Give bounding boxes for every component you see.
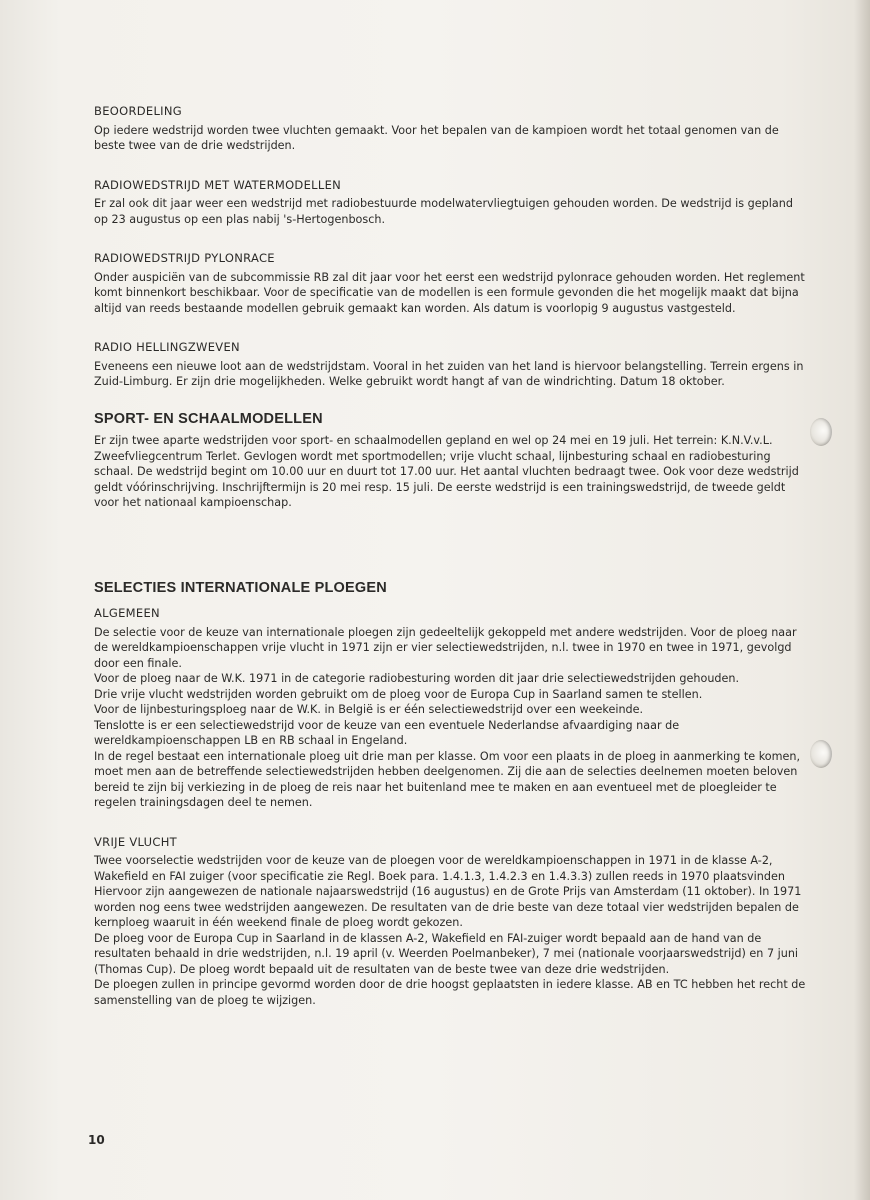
algemeen-line: Drie vrije vlucht wedstrijden worden gebruikt om de ploeg voor de Europa Cup in Saarland samen te stellen. [94,687,703,701]
algemeen-line: Voor de ploeg naar de W.K. 1971 in de categorie radiobesturing worden dit jaar drie selectiewedstrijden gehouden. [94,672,740,685]
page-edge-shadow [854,0,870,1200]
sport-body: Er zijn twee aparte wedstrijden voor sport- en schaalmodellen gepland en wel op 24 mei en 19 juli. Het terrein: K.N.V.v.L. Zweefvliegcentrum Terlet. Gevlogen wordt met sportmodellen; vrije vlucht schaal, lijnbesturing schaal en radiobesturing schaal. De wedstrijd begint om 10.00 uur en duurt tot 17.00 uur. Het aantal vluchten bedraagt twee. Ook voor deze wedstrijd geldt vóórinschrijving. Inschrijftermijn is 20 mei resp. 15 juli. De eerste wedstrijd is een trainingswedstrijd, de tweede geldt voor het nationaal kampioenschap. [94,434,799,509]
algemeen-line: De selectie voor de keuze van internationale ploegen zijn gedeeltelijk gekoppeld met andere wedstrijden. Voor de ploeg naar de wereldkampioenschappen vrije vlucht in 1971 zijn er vier selectiewedstrijden, n.l. twee in 1970 en twee in 1971, gevolgd door een finale. [94,625,797,670]
sport-heading: SPORT- EN SCHAALMODELLEN [94,410,323,427]
section-body: Onder auspiciën van de subcommissie RB zal dit jaar voor het eerst een wedstrijd pylonrace gehouden worden. Het reglement komt binnenkort beschikbaar. Voor de specificatie van de modellen is een formule gevonden die het mogelijk maakt dat bijna altijd van reeds bestaande modellen gebruik gemaakt kan worden. Als datum is voorlopig 9 augustus vastgesteld. [94,270,805,315]
algemeen-line: Tenslotte is er een selectiewedstrijd voor de keuze van een eventuele Nederlandse afvaardiging naar de wereldkampioenschappen LB en RB schaal in Engeland. [94,718,680,747]
algemeen-line: Voor de lijnbesturingsploeg naar de W.K. in België is er één selectiewedstrijd over een weekeinde. [94,703,644,716]
selecties-heading: SELECTIES INTERNATIONALE PLOEGEN [94,579,387,596]
punch-hole-icon [810,418,832,446]
section-pylonrace [94,251,806,316]
section-body: Er zal ook dit jaar weer een wedstrijd met radiobestuurde modelwatervliegtuigen gehouden worden. De wedstrijd is gepland op 23 augustus op een plas nabij 's-Hertogenbosch. [94,197,793,226]
section-sport-schaalmodellen [94,412,806,511]
algemeen-heading: ALGEMEEN [94,606,160,620]
page-number: 10 [88,1133,105,1147]
section-heading: RADIOWEDSTRIJD PYLONRACE [94,251,275,265]
section-heading: RADIO HELLINGZWEVEN [94,340,240,354]
section-hellingzweven [94,340,806,390]
section-beoordeling [94,104,806,154]
subsection-algemeen [94,606,806,811]
subsection-vrije-vlucht [94,835,806,1009]
page-content [94,104,806,1029]
section-selecties [94,581,806,1009]
vrije-vlucht-line: De ploeg voor de Europa Cup in Saarland in de klassen A-2, Wakefield en FAI-zuiger wordt bepaald aan de hand van de resultaten behaald in drie wedstrijden, n.l. 19 april (v. Weerden Poelmanbeker), 7 mei (nationale voorjaarswedstrijd) en 7 juni (Thomas Cup). De ploeg wordt bepaald uit de resultaten van de beste twee van deze drie wedstrijden. [94,931,799,976]
section-heading: BEOORDELING [94,104,182,118]
section-body: Eveneens een nieuwe loot aan de wedstrijdstam. Vooral in het zuiden van het land is hiervoor belangstelling. Terrein ergens in Zuid-Limburg. Er zijn drie mogelijkheden. Welke gebruikt wordt hangt af van de windrichting. Datum 18 oktober. [94,359,804,388]
vrije-vlucht-heading: VRIJE VLUCHT [94,834,177,849]
vrije-vlucht-line: Twee voorselectie wedstrijden voor de keuze van de ploegen voor de wereldkampioenschappen in 1971 in de klasse A-2, Wakefield en FAI zuiger (voor specificatie zie Regl. Boek para. 1.4.1.3, 1.4.2.3 en 1.4.3.3) zullen reeds in 1970 plaatsvinden Hiervoor zijn aangewezen de nationale najaarswedstrijd (16 augustus) en de Grote Prijs van Amsterdam (11 oktober). In 1971 worden nog eens twee wedstrijden aangewezen. De resultaten van de drie beste van deze totaal vier wedstrijden bepalen de kernploeg waaruit in één weekend finale de ploeg wordt gekozen. [94,854,802,929]
vrije-vlucht-line: De ploegen zullen in principe gevormd worden door de drie hoogst geplaatsten in iedere klasse. AB en TC hebben het recht de samenstelling van de ploeg te wijzigen. [94,978,806,1007]
section-heading: RADIOWEDSTRIJD MET WATERMODELLEN [94,177,342,192]
section-body: Op iedere wedstrijd worden twee vluchten gemaakt. Voor het bepalen van de kampioen wordt het totaal genomen van de beste twee van de drie wedstrijden. [94,123,779,152]
punch-hole-icon [810,740,832,768]
section-watermodellen [94,178,806,228]
algemeen-line: In de regel bestaat een internationale ploeg uit drie man per klasse. Om voor een plaats in de ploeg in aanmerking te komen, moet men aan de betreffende selectiewedstrijden hebben deelgenomen. Zij die aan de selecties deelnemen moeten beloven bereid te zijn bij verkiezing in de ploeg de reis naar het buitenland mee te maken en aan eventueel met de ploegleider te regelen trainingsdagen deel te nemen. [94,749,801,809]
